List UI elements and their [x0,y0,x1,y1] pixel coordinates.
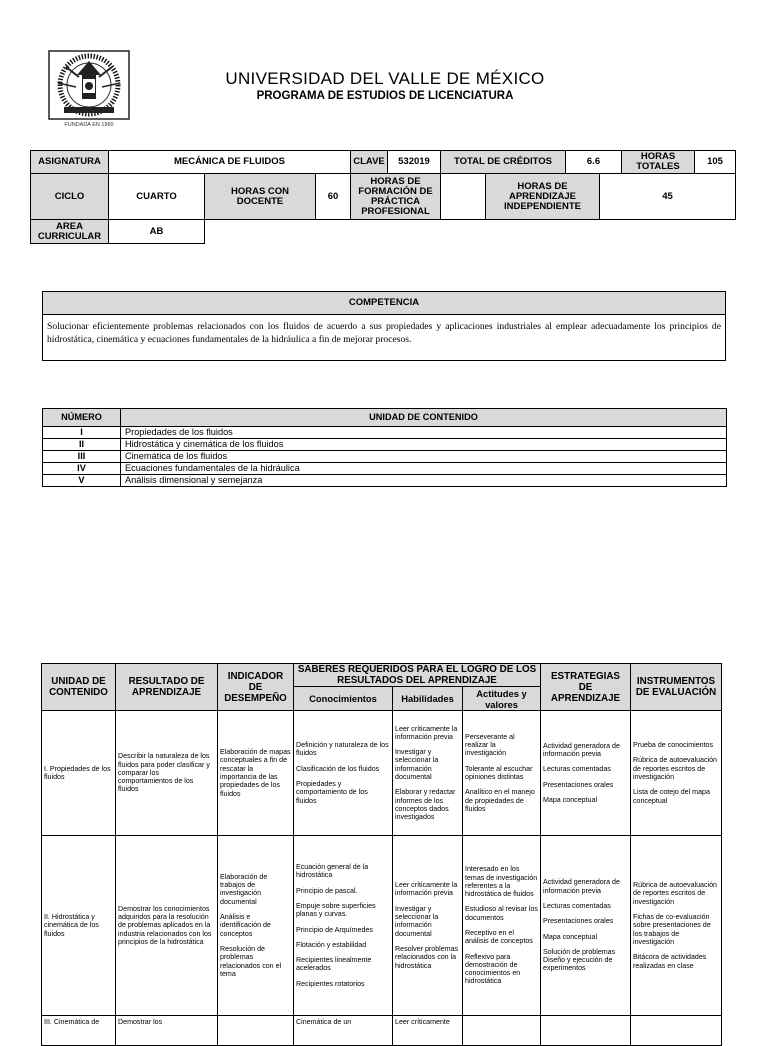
cell-habilidades [393,711,463,836]
cell-item: Recipientes rotatorios [296,979,365,988]
cell-item: Actividad generadora de información previa [543,741,620,759]
cell-conocimientos [294,711,393,836]
header-habilidades: Habilidades [393,687,463,711]
horas-practica-label: HORAS DE FORMACIÓN DE PRÁCTICA PROFESIONAL [351,174,441,220]
cell-unidad: II. Hidrostática y cinemática de los fluidos [42,836,116,1016]
cell-item: Elaboración de trabajos de investigación documental [220,872,268,906]
university-seal-logo [46,49,132,129]
header-indicador: INDICADOR DE DESEMPEÑO [218,664,294,711]
unit-number: I [43,427,121,439]
cell-resultado: Demostrar los [116,1016,218,1046]
units-row [43,427,727,439]
asignatura-value: MECÁNICA DE FLUIDOS [109,151,351,174]
cell-item: Prueba de conocimientos [633,741,714,750]
cell-item: Leer críticamente la información previa [395,724,458,741]
header-instrumentos: INSTRUMENTOS DE EVALUACIÓN [631,664,722,711]
cell-item: Cinemática de un [296,1018,352,1026]
cell-item: Análisis e identificación de conceptos [220,913,271,938]
unit-name: Hidrostática y cinemática de los fluidos [121,439,727,451]
units-header-numero: NÚMERO [43,409,121,427]
cell-item: Elaborar y redactar informes de los conceptos dados investigados [395,788,456,822]
cell-estrategias [541,711,631,836]
cell-item: Interesado en los temas de investigación referentes a la hidrostática de fluidos [465,865,538,899]
area-curricular-value: AB [109,220,205,244]
horas-independiente-label: HORAS DE APRENDIZAJE INDEPENDIENTE [486,174,600,220]
cell-instrumentos [631,711,722,836]
cell-resultado: Demostrar los conocimientos adquiridos para la resolución de problemas aplicados en la industria relacionados con los principios de la hidrostática [116,836,218,1016]
units-table [42,408,727,487]
unit-name: Cinemática de los fluidos [121,451,727,463]
header-estrategias: ESTRATEGIAS DE APRENDIZAJE [541,664,631,711]
horas-totales-label: HORAS TOTALES [622,151,695,174]
cell-estrategias [541,1016,631,1046]
horas-docente-label: HORAS CON DOCENTE [205,174,316,220]
learning-plan-table [41,663,722,1046]
cell-item: Recipientes linealmente acelerados [296,956,372,973]
cell-estrategias [541,836,631,1016]
cell-item: Leer críticamente la información previa [395,881,458,898]
cell-item: Analítico en el manejo de propiedades de fluidos [465,788,535,813]
plan-row [42,711,722,836]
cell-item: Rúbrica de autoevaluación de reportes escritos de investigación [633,881,717,906]
cell-item: Resolución de problemas relacionados con el tema [220,944,282,978]
unit-number: III [43,451,121,463]
plan-row [42,1016,722,1046]
horas-practica-value [441,174,486,220]
units-row [43,463,727,475]
cell-item: Empuje sobre superficies planas y curvas. [296,901,376,919]
cell-item: Propiedades y comportamiento de los fluidos [296,780,368,805]
cell-item: Principio de pascal. [296,886,358,895]
course-info-table [30,150,736,244]
cell-item: Principio de Arquímedes [296,925,373,934]
cell-unidad: III. Cinemática de [42,1016,116,1046]
unit-name: Análisis dimensional y semejanza [121,475,727,487]
cell-item: Reflexivo para demostración de conocimientos en hidrostática [465,952,521,986]
cell-item: Fichas de co-evaluación sobre presentaciones de los trabajos de investigación [633,913,711,946]
horas-totales-value: 105 [695,151,736,174]
cell-item: Perseverante al realizar la investigación [465,732,515,758]
header-unidad: UNIDAD DE CONTENIDO [42,664,116,711]
cell-item: Tolerante al escuchar opiniones distintas [465,764,533,781]
cell-item: Investigar y seleccionar la información documental [395,748,439,781]
creditos-label: TOTAL DE CRÉDITOS [441,151,566,174]
cell-item: Rúbrica de autoevaluación de reportes escritos de investigación [633,756,717,781]
unit-name: Propiedades de los fluidos [121,427,727,439]
ciclo-value: CUARTO [109,174,205,220]
cell-item: Solución de problemas Diseño y ejecución de experimentos [543,947,616,973]
clave-value: 532019 [388,151,441,174]
cell-item: Leer críticamente [395,1018,450,1026]
cell-habilidades [393,1016,463,1046]
unit-number: IV [43,463,121,475]
cell-conocimientos [294,836,393,1016]
cell-habilidades [393,836,463,1016]
horas-docente-value: 60 [316,174,351,220]
header-resultado: RESULTADO DE APRENDIZAJE [116,664,218,711]
cell-item: Elaboración de mapas conceptuales a fin de rescatar la importancia de las propiedades de los fluidos [220,748,291,798]
horas-independiente-value: 45 [600,174,736,220]
university-title: UNIVERSIDAD DEL VALLE DE MÉXICO [225,69,545,88]
cell-actitudes [463,836,541,1016]
cell-item: Investigar y seleccionar la información documental [395,904,439,938]
cell-item: Ecuación general de la hidrostática [296,863,369,880]
asignatura-label: ASIGNATURA [31,151,109,174]
clave-label: CLAVE [351,151,388,174]
ciclo-label: CICLO [31,174,109,220]
cell-item: Lecturas comentadas [543,765,611,774]
cell-actitudes [463,711,541,836]
units-row [43,475,727,487]
cell-item: Definición y naturaleza de los fluidos [296,741,389,758]
cell-item: Resolver problemas relacionados con la hidrostática [395,944,459,970]
cell-indicador [218,836,294,1016]
cell-conocimientos [294,1016,393,1046]
cell-resultado: Describir la naturaleza de los fluidos para poder clasificar y comparar los comportamientos de los fluidos [116,711,218,836]
units-header-unidad: UNIDAD DE CONTENIDO [121,409,727,427]
cell-item: Receptivo en el análisis de conceptos [465,929,533,946]
cell-item: Estudioso al revisar los documentos [465,905,538,922]
cell-indicador [218,711,294,836]
cell-item: Flotación y estabilidad [296,940,367,949]
competencia-text: Solucionar eficientemente problemas relacionados con los fluidos de acuerdo a sus propiedades y aplicaciones industriales al emplear adecuadamente los principios de hidrostática, cinemática y ecuaciones fundamentales de la hidráulica a fin de mejorar procesos. [47,321,721,345]
cell-item: Mapa conceptual [543,932,598,941]
units-row [43,451,727,463]
cell-actitudes [463,1016,541,1046]
competencia-box [42,291,726,361]
units-row [43,439,727,451]
area-curricular-label: AREA CURRICULAR [31,220,109,244]
cell-item: Clasificación de los fluidos [296,764,380,773]
cell-item: Bitácora de actividades realizadas en clase [633,953,707,970]
cell-indicador [218,1016,294,1046]
cell-instrumentos [631,836,722,1016]
cell-item: Lecturas comentadas [543,901,611,910]
cell-item: Presentaciones orales [543,917,614,926]
logo-caption: FUNDADA EN 1960 [64,122,114,128]
unit-number: V [43,475,121,487]
cell-instrumentos [631,1016,722,1046]
program-title: PROGRAMA DE ESTUDIOS DE LICENCIATURA [256,90,514,102]
plan-row [42,836,722,1016]
unit-number: II [43,439,121,451]
header-saberes: SABERES REQUERIDOS PARA EL LOGRO DE LOS RESULTADOS DEL APRENDIZAJE [294,664,541,687]
creditos-value: 6.6 [566,151,622,174]
competencia-title: COMPETENCIA [43,292,725,315]
cell-item: Mapa conceptual [543,795,598,804]
cell-unidad: I. Propiedades de los fluidos [42,711,116,836]
header-conocimientos: Conocimientos [294,687,393,711]
cell-item: Presentaciones orales [543,780,614,789]
cell-item: Actividad generadora de información previa [543,878,620,895]
unit-name: Ecuaciones fundamentales de la hidráulica [121,463,727,475]
cell-item: Lista de cotejo del mapa conceptual [633,788,710,805]
header-actitudes: Actitudes y valores [463,687,541,711]
